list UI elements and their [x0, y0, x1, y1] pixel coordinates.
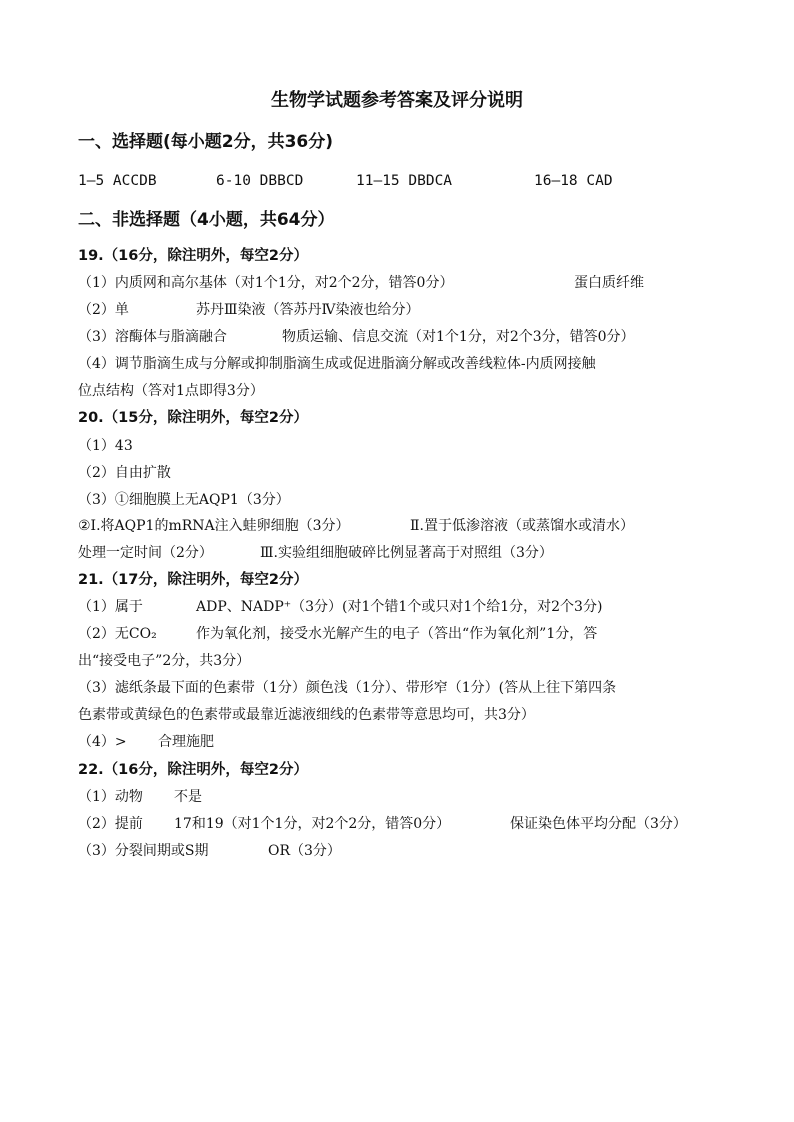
q21-header: 21.（17分，除注明外，每空2分）: [78, 572, 308, 588]
q22-answer-1b: 不是: [174, 789, 202, 805]
q20-line-3: （3）①细胞膜上无AQP1（3分）: [78, 492, 290, 508]
q21-line-3: 出“接受电子”2分，共3分）: [78, 653, 251, 669]
q19-answer-3b: 物质运输、信息交流（对1个1分，对2个3分，错答0分）: [282, 329, 635, 345]
q21-answer-6b: 合理施肥: [158, 734, 214, 750]
q19-line-4: （4）调节脂滴生成与分解或抑制脂滴生成或促进脂滴分解或改善线粒体-内质网接触: [78, 356, 596, 372]
q20-answer-4a: ②Ⅰ.将AQP1的mRNA注入蛙卵细胞（3分）: [78, 518, 350, 534]
q21-answer-2a: （2）无CO₂: [78, 626, 157, 642]
q22-answer-1a: （1）动物: [78, 789, 143, 805]
q21-line-4: （3）滤纸条最下面的色素带（1分）颜色浅（1分）、带形窄（1分）(答从上往下第四条: [78, 680, 617, 696]
q19-line-2: [78, 300, 420, 320]
section1-heading: 一、选择题(每小题2分，共36分): [78, 132, 334, 152]
q22-line-3: [78, 841, 341, 861]
q19-answer-3a: （3）溶酶体与脂滴融合: [78, 329, 227, 345]
q22-answer-2c: 保证染色体平均分配（3分）: [510, 816, 687, 832]
q21-answer-2b: 作为氧化剂，接受水光解产生的电子（答出“作为氧化剂”1分，答: [196, 626, 598, 642]
q20-answer-5a: 处理一定时间（2分）: [78, 545, 213, 561]
q20-header: 20.（15分，除注明外，每空2分）: [78, 410, 308, 426]
q19-line-1: [78, 273, 644, 293]
q21-line-2: [78, 624, 598, 644]
q21-answer-1b: ADP、NADP⁺（3分）(对1个错1个或只对1个给1分，对2个3分): [196, 599, 603, 615]
q19-answer-2a: （2）单: [78, 302, 129, 318]
q19-answer-2b: 苏丹Ⅲ染液（答苏丹Ⅳ染液也给分）: [196, 302, 420, 318]
q21-answer-1a: （1）属于: [78, 599, 143, 615]
q20-line-4: [78, 516, 634, 536]
q20-line-5: [78, 543, 553, 563]
q22-answer-3b: OR（3分）: [268, 843, 341, 859]
q19-answer-1a: （1）内质网和高尔基体（对1个1分，对2个2分，错答0分）: [78, 275, 454, 291]
q22-answer-2b: 17和19（对1个1分，对2个2分，错答0分）: [174, 816, 451, 832]
q21-line-5: 色素带或黄绿色的色素带或最靠近滤液细线的色素带等意思均可，共3分）: [78, 707, 535, 723]
q20-line-2: （2）自由扩散: [78, 465, 171, 481]
page-title: 生物学试题参考答案及评分说明: [271, 90, 523, 111]
q22-line-1: [78, 787, 202, 807]
mc-answer-16-18: 16—18 CAD: [534, 173, 613, 189]
q21-line-6: [78, 732, 214, 752]
q20-line-1: （1）43: [78, 438, 133, 454]
section2-heading: 二、非选择题（4小题，共64分）: [78, 210, 335, 230]
q19-line-5: 位点结构（答对1点即得3分）: [78, 383, 264, 399]
mc-answer-11-15: 11—15 DBDCA: [356, 173, 453, 189]
q21-line-1: [78, 597, 603, 617]
q22-header: 22.（16分，除注明外，每空2分）: [78, 762, 308, 778]
q22-line-2: [78, 814, 687, 834]
q19-answer-1b: 蛋白质纤维: [574, 275, 644, 291]
q21-answer-6a: （4）>: [78, 734, 127, 750]
mc-answer-6-10: 6-10 DBBCD: [216, 173, 304, 189]
q20-answer-5b: Ⅲ.实验组细胞破碎比例显著高于对照组（3分）: [260, 545, 553, 561]
mc-answer-1-5: 1—5 ACCDB: [78, 173, 157, 189]
q22-answer-3a: （3）分裂间期或S期: [78, 843, 209, 859]
q19-line-3: [78, 327, 635, 347]
q20-answer-4b: Ⅱ.置于低渗溶液（或蒸馏水或清水）: [410, 518, 634, 534]
q19-header: 19.（16分，除注明外，每空2分）: [78, 248, 308, 264]
q22-answer-2a: （2）提前: [78, 816, 143, 832]
